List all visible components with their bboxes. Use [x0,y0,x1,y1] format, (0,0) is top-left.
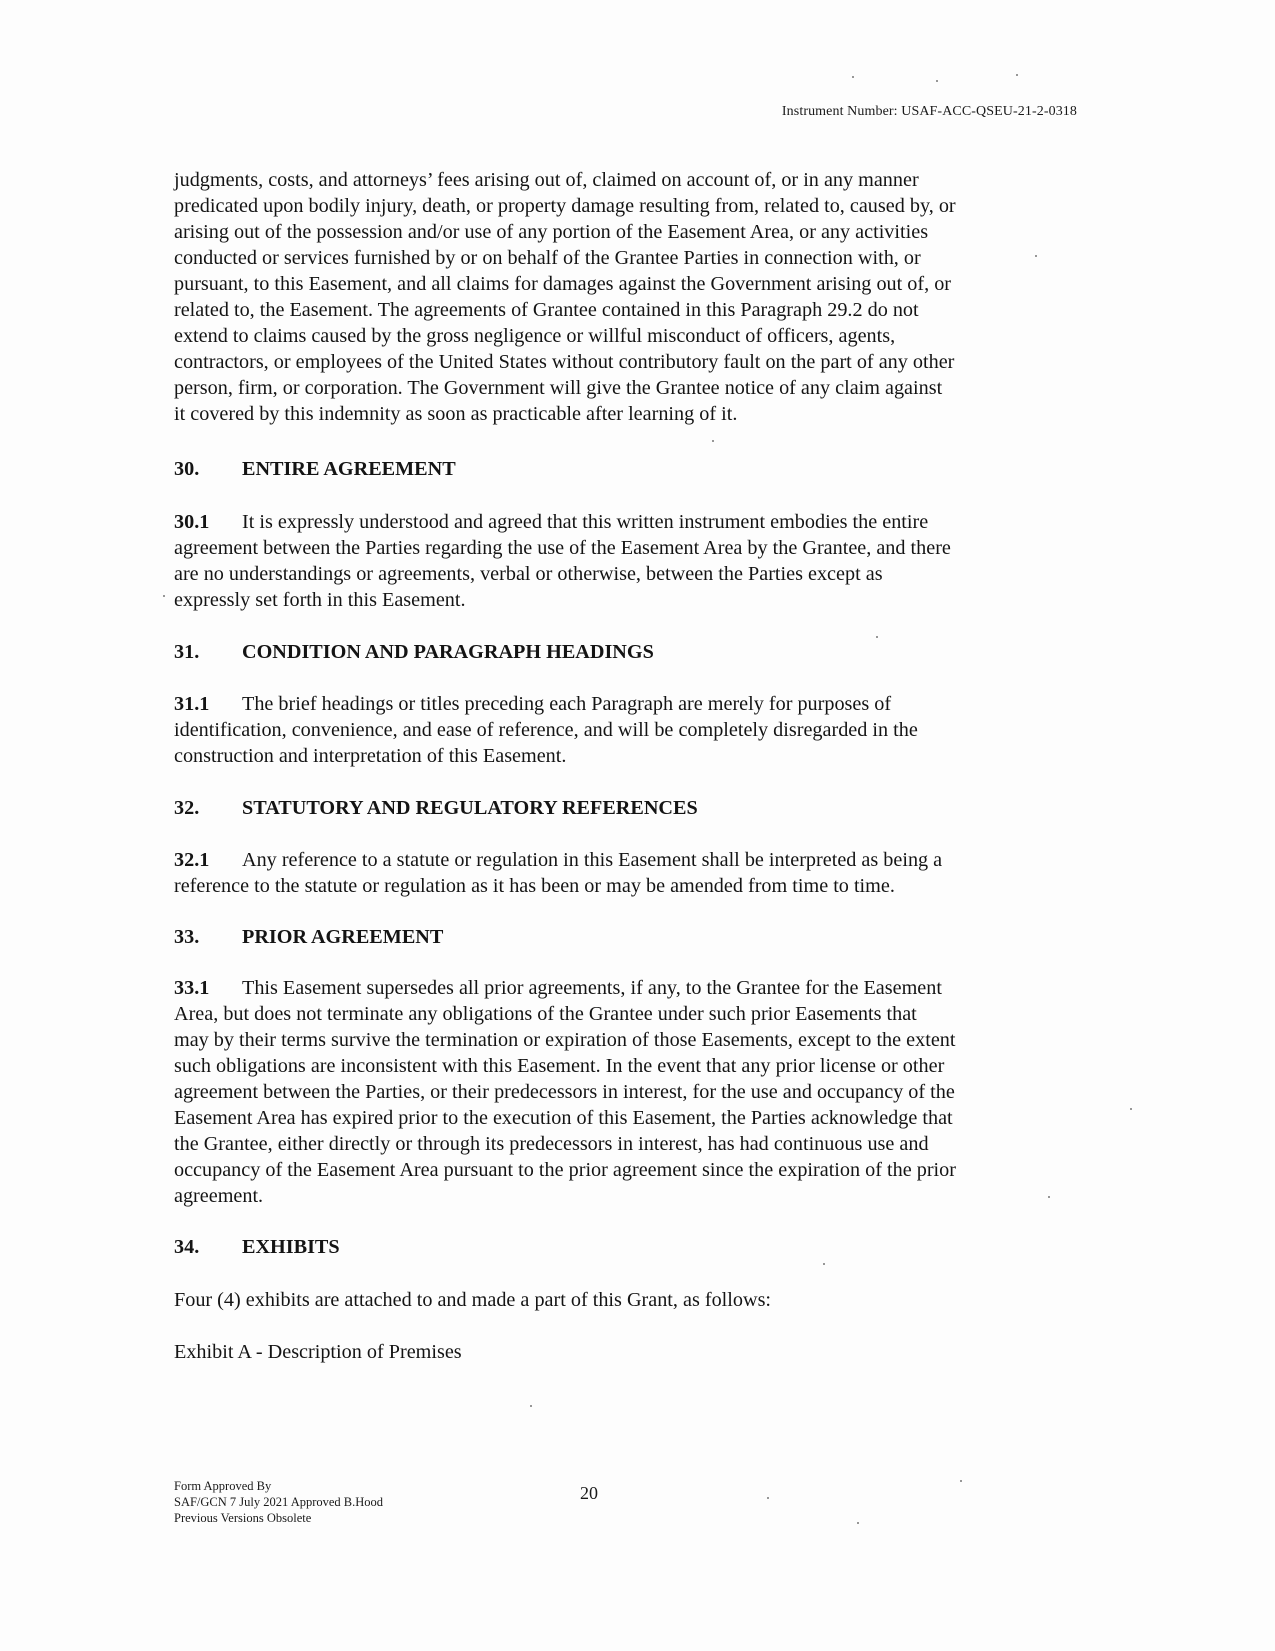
scan-speck [163,595,165,597]
scan-speck [852,76,854,78]
section-heading-33 [174,924,443,950]
subsection-number: 31.1 [174,693,210,715]
text-line: identification, convenience, and ease of reference, and will be completely disregarded in the [174,719,918,741]
scan-speck [1130,1108,1132,1110]
text-line: occupancy of the Easement Area pursuant to the prior agreement since the expiration of the prior [174,1159,956,1181]
text-line: extend to claims caused by the gross negligence or willful misconduct of officers, agents, [174,325,896,347]
section-number: 31. [174,641,200,663]
exhibit-item-a: Exhibit A - Description of Premises [174,1341,462,1363]
section-number: 33. [174,926,200,948]
text-line: related to, the Easement. The agreements of Grantee contained in this Paragraph 29.2 do not [174,299,919,321]
scan-speck [767,1497,769,1499]
instrument-number-header: Instrument Number: USAF-ACC-QSEU-21-2-0318 [781,104,1077,119]
text-line: agreement between the Parties regarding the use of the Easement Area by the Grantee, and there [174,537,951,559]
text-line: the Grantee, either directly or through its predecessors in interest, has had continuous use and [174,1133,929,1155]
text-span: Any reference to a statute or regulation in this Easement shall be interpreted as being a [242,849,943,871]
text-line [174,975,956,1001]
text-span: This Easement supersedes all prior agreements, if any, to the Grantee for the Easement [242,977,942,999]
text-line: reference to the statute or regulation as it has been or may be amended from time to time. [174,875,895,897]
text-line: it covered by this indemnity as soon as practicable after learning of it. [174,403,738,425]
text-line: agreement. [174,1185,264,1207]
footer-line: SAF/GCN 7 July 2021 Approved B.Hood [174,1495,384,1509]
text-line: expressly set forth in this Easement. [174,589,466,611]
text-span: It is expressly understood and agreed that this written instrument embodies the entire [242,511,929,533]
scan-speck [712,440,714,442]
text-span: The brief headings or titles preceding each Paragraph are merely for purposes of [242,693,892,715]
text-line: construction and interpretation of this Easement. [174,745,567,767]
section-number: 30. [174,458,200,480]
section-title: CONDITION AND PARAGRAPH HEADINGS [242,641,654,663]
scan-speck [960,1480,962,1482]
text-line: Easement Area has expired prior to the execution of this Easement, the Parties acknowledge that [174,1107,953,1129]
section-title: PRIOR AGREEMENT [242,926,444,948]
subsection-number: 33.1 [174,977,210,999]
scan-speck [530,1405,532,1407]
section-heading-31 [174,639,654,665]
section-heading-32 [174,795,698,821]
form-approval-footer [174,1478,383,1526]
section-title: ENTIRE AGREEMENT [242,458,456,480]
section-paragraph-33-1 [174,975,956,1209]
exhibits-intro: Four (4) exhibits are attached to and made a part of this Grant, as follows: [174,1289,772,1311]
scan-speck [1016,74,1018,76]
subsection-number: 30.1 [174,511,210,533]
text-line: may by their terms survive the termination or expiration of those Easements, except to the extent [174,1029,956,1051]
subsection-number: 32.1 [174,849,210,871]
scan-speck [936,80,938,82]
text-line: such obligations are inconsistent with this Easement. In the event that any prior license or other [174,1055,945,1077]
text-line: predicated upon bodily injury, death, or property damage resulting from, related to, caused by, or [174,195,956,217]
footer-line: Form Approved By [174,1479,272,1493]
scan-speck [857,1522,859,1524]
section-title: EXHIBITS [242,1236,340,1258]
text-line: judgments, costs, and attorneys’ fees arising out of, claimed on account of, or in any manner [174,169,919,191]
text-line: arising out of the possession and/or use of any portion of the Easement Area, or any activities [174,221,929,243]
page-number: 20 [580,1483,598,1503]
footer-line: Previous Versions Obsolete [174,1511,312,1525]
text-line: contractors, or employees of the United States without contributory fault on the part of any other [174,351,955,373]
text-line: agreement between the Parties, or their predecessors in interest, for the use and occupancy of the [174,1081,955,1103]
section-paragraph-32-1 [174,847,942,899]
text-line: conducted or services furnished by or on behalf of the Grantee Parties in connection with, or [174,247,921,269]
section-paragraph-30-1 [174,509,951,613]
scan-speck [876,636,878,638]
section-number: 34. [174,1236,200,1258]
section-paragraph-31-1 [174,691,918,769]
text-line: Area, but does not terminate any obligations of the Grantee under such prior Easements that [174,1003,917,1025]
text-line: pursuant, to this Easement, and all claims for damages against the Government arising out of, or [174,273,952,295]
section-title: STATUTORY AND REGULATORY REFERENCES [242,797,698,819]
scan-speck [1048,1196,1050,1198]
text-line [174,847,942,873]
section-number: 32. [174,797,200,819]
continuation-paragraph [174,167,956,427]
scan-speck [823,1263,825,1265]
text-line [174,691,918,717]
scan-speck [1035,255,1037,257]
section-heading-34 [174,1234,340,1260]
text-line: person, firm, or corporation. The Government will give the Grantee notice of any claim against [174,377,943,399]
text-line [174,509,951,535]
text-line: are no understandings or agreements, verbal or otherwise, between the Parties except as [174,563,883,585]
section-heading-30 [174,456,456,482]
